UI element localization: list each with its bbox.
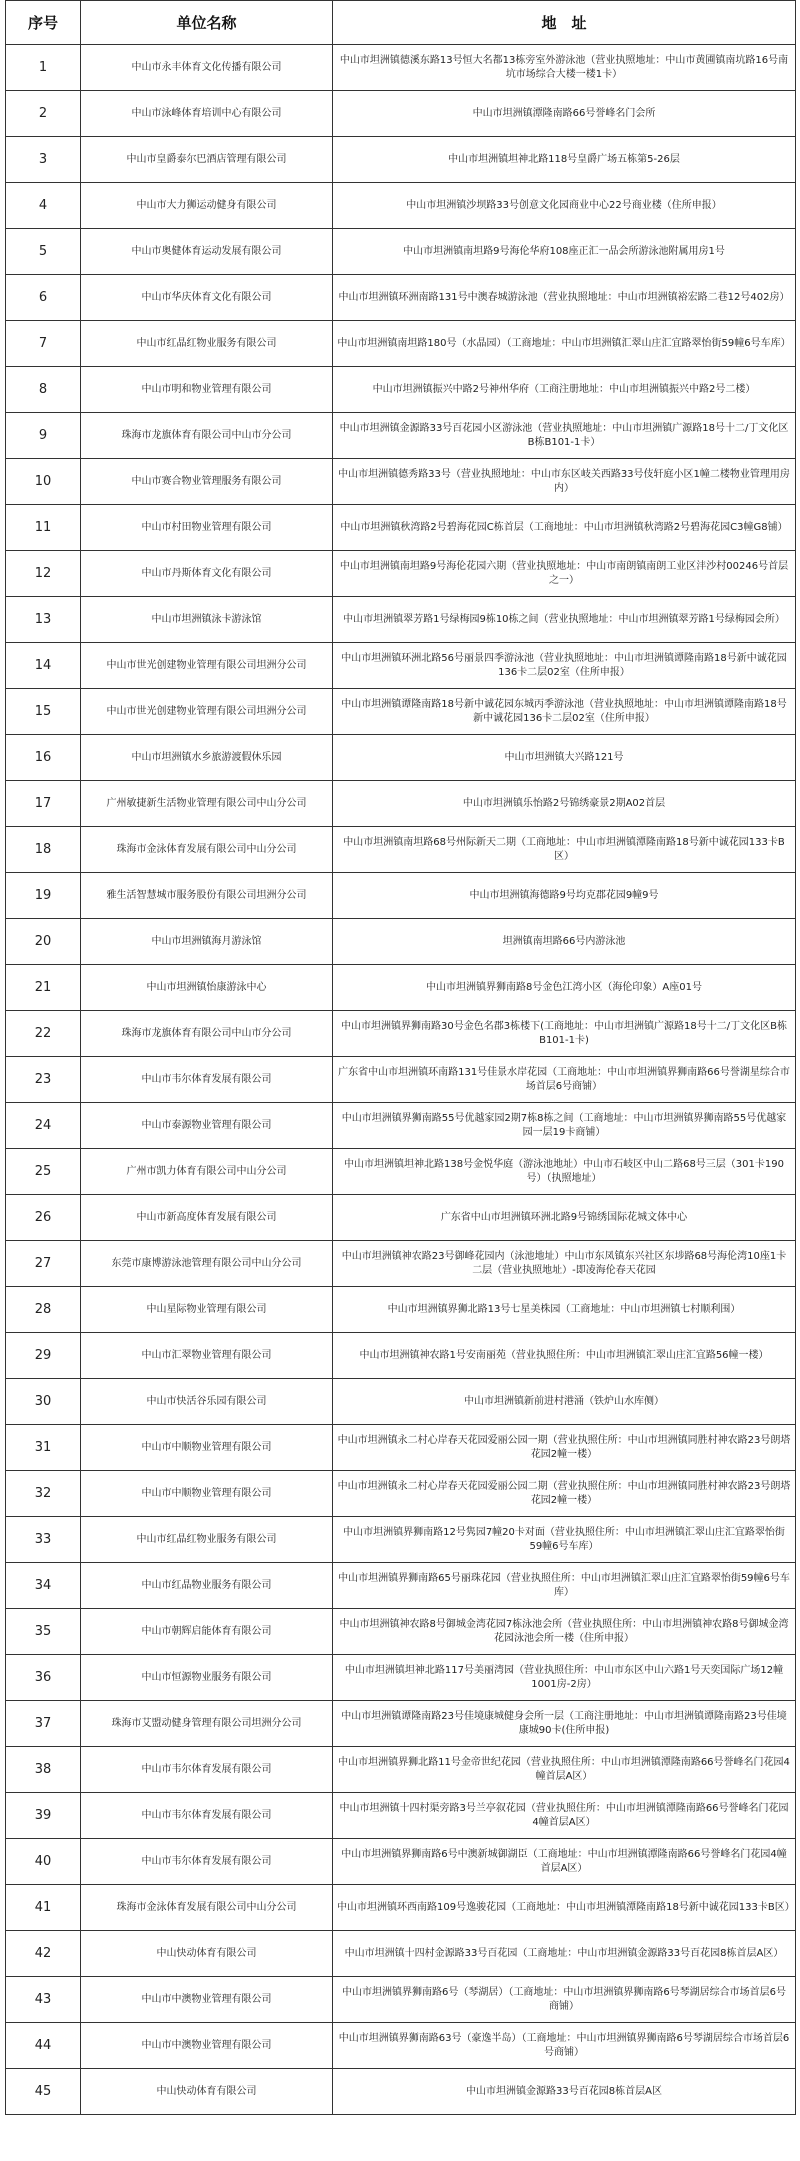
row-unit-name: 中山市坦洲镇泳卡游泳馆 [81, 597, 333, 643]
row-unit-name: 中山市奥健体育运动发展有限公司 [81, 229, 333, 275]
row-unit-name: 中山市世光创建物业管理有限公司坦洲分公司 [81, 643, 333, 689]
row-unit-name: 中山市红晶物业服务有限公司 [81, 1563, 333, 1609]
row-seq: 13 [6, 597, 81, 643]
table-row [6, 919, 796, 965]
row-seq: 33 [6, 1517, 81, 1563]
row-seq: 42 [6, 1931, 81, 1977]
row-seq: 29 [6, 1333, 81, 1379]
table-header-row [6, 1, 796, 45]
row-address: 中山市坦洲镇谭隆南路23号佳境康城健身会所一层（工商注册地址：中山市坦洲镇谭隆南路23号佳境康城90卡(住所申报) [333, 1701, 796, 1747]
row-seq: 44 [6, 2023, 81, 2069]
row-seq: 27 [6, 1241, 81, 1287]
row-address: 中山市坦洲镇界狮南路30号金色名郡3栋楼下(工商地址：中山市坦洲镇广源路18号十二/丁文化区B栋B101-1卡) [333, 1011, 796, 1057]
table-row [6, 321, 796, 367]
row-unit-name: 珠海市龙旗体育有限公司中山市分公司 [81, 1011, 333, 1057]
row-seq: 26 [6, 1195, 81, 1241]
row-seq: 1 [6, 45, 81, 91]
row-address: 中山市坦洲镇南坦路9号海伦华府108座正汇一品会所游泳池附属用房1号 [333, 229, 796, 275]
row-unit-name: 中山市明和物业管理有限公司 [81, 367, 333, 413]
row-unit-name: 中山星际物业管理有限公司 [81, 1287, 333, 1333]
table-row [6, 367, 796, 413]
row-address: 中山市坦洲镇德秀路33号（营业执照地址：中山市东区岐关西路33号伎轩庭小区1幢二楼物业管理用房内） [333, 459, 796, 505]
row-address: 中山市坦洲镇界狮南路55号优越家园2期7栋8栋之间（工商地址：中山市坦洲镇界狮南路55号优越家园一层19卡商铺） [333, 1103, 796, 1149]
table-row [6, 1701, 796, 1747]
row-address: 中山市坦洲镇界狮南路65号丽珠花园（营业执照住所：中山市坦洲镇汇翠山庄汇宜路翠怡街59幢6号车库） [333, 1563, 796, 1609]
unit-address-table [5, 0, 796, 2115]
row-seq: 28 [6, 1287, 81, 1333]
row-unit-name: 广州敏捷新生活物业管理有限公司中山分公司 [81, 781, 333, 827]
row-seq: 3 [6, 137, 81, 183]
row-seq: 15 [6, 689, 81, 735]
row-unit-name: 雅生活智慧城市服务股份有限公司坦洲分公司 [81, 873, 333, 919]
row-unit-name: 中山市坦洲镇水乡旅游渡假休乐园 [81, 735, 333, 781]
row-seq: 37 [6, 1701, 81, 1747]
row-unit-name: 中山市恒源物业服务有限公司 [81, 1655, 333, 1701]
row-unit-name: 中山市中顺物业管理有限公司 [81, 1425, 333, 1471]
row-unit-name: 中山市朝辉启能体育有限公司 [81, 1609, 333, 1655]
row-address: 中山市坦洲镇界狮南路6号（琴湖居）（工商地址：中山市坦洲镇界狮南路6号琴湖居综合市场首层6号商铺） [333, 1977, 796, 2023]
row-address: 广东省中山市坦洲镇环南路131号佳景水岸花园（工商地址：中山市坦洲镇界狮南路66号誉湖星综合市场首层6号商铺） [333, 1057, 796, 1103]
row-seq: 21 [6, 965, 81, 1011]
row-seq: 19 [6, 873, 81, 919]
row-unit-name: 中山市中澳物业管理有限公司 [81, 1977, 333, 2023]
row-unit-name: 中山市大力狮运动健身有限公司 [81, 183, 333, 229]
table-row [6, 1885, 796, 1931]
row-seq: 23 [6, 1057, 81, 1103]
row-seq: 16 [6, 735, 81, 781]
row-address: 中山市坦洲镇十四村金源路33号百花园（工商地址：中山市坦洲镇金源路33号百花园8栋首层A区） [333, 1931, 796, 1977]
row-unit-name: 中山市世光创建物业管理有限公司坦洲分公司 [81, 689, 333, 735]
row-seq: 25 [6, 1149, 81, 1195]
row-unit-name: 珠海市金泳体育发展有限公司中山分公司 [81, 1885, 333, 1931]
row-unit-name: 中山市韦尔体育发展有限公司 [81, 1793, 333, 1839]
row-seq: 17 [6, 781, 81, 827]
row-unit-name: 广州市凯力体育有限公司中山分公司 [81, 1149, 333, 1195]
row-seq: 6 [6, 275, 81, 321]
row-address: 中山市坦洲镇界狮南路8号金色江湾小区（海伦印象）A座01号 [333, 965, 796, 1011]
row-seq: 30 [6, 1379, 81, 1425]
row-address: 中山市坦洲镇振兴中路2号神州华府（工商注册地址：中山市坦洲镇振兴中路2号二楼） [333, 367, 796, 413]
row-seq: 34 [6, 1563, 81, 1609]
document-sheet [5, 0, 795, 2159]
table-row [6, 229, 796, 275]
table-row [6, 183, 796, 229]
table-row [6, 1839, 796, 1885]
table-row [6, 1655, 796, 1701]
row-unit-name: 中山快动体育有限公司 [81, 1931, 333, 1977]
table-row [6, 413, 796, 459]
row-unit-name: 东莞市康博游泳池管理有限公司中山分公司 [81, 1241, 333, 1287]
table-row [6, 1195, 796, 1241]
row-unit-name: 中山市坦洲镇海月游泳馆 [81, 919, 333, 965]
row-unit-name: 中山市红晶红物业服务有限公司 [81, 1517, 333, 1563]
row-seq: 41 [6, 1885, 81, 1931]
row-address: 中山市坦洲镇界狮南路12号隽园7幢20卡对面（营业执照住所：中山市坦洲镇汇翠山庄汇宜路翠怡街59幢6号车库） [333, 1517, 796, 1563]
table-row [6, 1379, 796, 1425]
table-row [6, 2069, 796, 2115]
row-unit-name: 中山快动体育有限公司 [81, 2069, 333, 2115]
row-seq: 5 [6, 229, 81, 275]
row-address: 中山市坦洲镇乐怡路2号锦绣豪景2期A02首层 [333, 781, 796, 827]
row-unit-name: 中山市新高度体育发展有限公司 [81, 1195, 333, 1241]
row-unit-name: 中山市快活谷乐园有限公司 [81, 1379, 333, 1425]
table-row [6, 459, 796, 505]
row-address: 中山市坦洲镇神农路8号御城金湾花园7栋泳池会所（营业执照住所：中山市坦洲镇神农路8号御城金湾花园泳池会所一楼（住所申报） [333, 1609, 796, 1655]
row-unit-name: 中山市丹斯体育文化有限公司 [81, 551, 333, 597]
row-seq: 7 [6, 321, 81, 367]
row-address: 中山市坦洲镇金源路33号百花园8栋首层A区 [333, 2069, 796, 2115]
row-address: 坦洲镇南坦路66号内游泳池 [333, 919, 796, 965]
row-address: 中山市坦洲镇环西南路109号逸骏花园（工商地址：中山市坦洲镇潭隆南路18号新中诚花园133卡B区） [333, 1885, 796, 1931]
table-row [6, 1471, 796, 1517]
row-seq: 20 [6, 919, 81, 965]
header-seq: 序号 [6, 1, 81, 45]
row-seq: 31 [6, 1425, 81, 1471]
row-seq: 4 [6, 183, 81, 229]
table-row [6, 1793, 796, 1839]
table-row [6, 2023, 796, 2069]
row-unit-name: 珠海市金泳体育发展有限公司中山分公司 [81, 827, 333, 873]
row-seq: 14 [6, 643, 81, 689]
table-row [6, 1425, 796, 1471]
row-seq: 8 [6, 367, 81, 413]
row-seq: 36 [6, 1655, 81, 1701]
row-address: 中山市坦洲镇翠芳路1号绿梅园9栋10栋之间（营业执照地址：中山市坦洲镇翠芳路1号绿梅园会所） [333, 597, 796, 643]
table-row [6, 1149, 796, 1195]
row-unit-name: 中山市韦尔体育发展有限公司 [81, 1057, 333, 1103]
table-row [6, 873, 796, 919]
row-seq: 43 [6, 1977, 81, 2023]
header-address: 地 址 [333, 1, 796, 45]
table-row [6, 1011, 796, 1057]
row-unit-name: 中山市红晶红物业服务有限公司 [81, 321, 333, 367]
row-unit-name: 中山市皇爵泰尔巴酒店管理有限公司 [81, 137, 333, 183]
row-address: 中山市坦洲镇界狮南路6号中澳新城御湖臣（工商地址：中山市坦洲镇潭隆南路66号誉峰名门花园4幢首层A区） [333, 1839, 796, 1885]
row-seq: 2 [6, 91, 81, 137]
table-row [6, 275, 796, 321]
table-row [6, 1103, 796, 1149]
row-address: 中山市坦洲镇环洲南路131号中澳春城游泳池（营业执照地址：中山市坦洲镇裕宏路二巷12号402房） [333, 275, 796, 321]
row-seq: 40 [6, 1839, 81, 1885]
table-row [6, 1241, 796, 1287]
table-row [6, 1931, 796, 1977]
row-unit-name: 中山市汇翠物业管理有限公司 [81, 1333, 333, 1379]
row-seq: 39 [6, 1793, 81, 1839]
table-row [6, 91, 796, 137]
table-row [6, 551, 796, 597]
table-row [6, 1563, 796, 1609]
row-seq: 22 [6, 1011, 81, 1057]
row-address: 中山市坦洲镇新前进村港涌（铁炉山水库侧） [333, 1379, 796, 1425]
row-address: 中山市坦洲镇南坦路68号州际新天二期（工商地址：中山市坦洲镇潭隆南路18号新中诚花园133卡B区） [333, 827, 796, 873]
row-unit-name: 中山市韦尔体育发展有限公司 [81, 1747, 333, 1793]
table-row [6, 965, 796, 1011]
table-row [6, 1977, 796, 2023]
row-address: 广东省中山市坦洲镇环洲北路9号锦绣国际花城文体中心 [333, 1195, 796, 1241]
row-address: 中山市坦洲镇永二村心岸春天花园爱丽公园一期（营业执照住所：中山市坦洲镇同胜村神农路23号朗塔花园2幢一楼） [333, 1425, 796, 1471]
row-seq: 24 [6, 1103, 81, 1149]
table-row [6, 597, 796, 643]
row-seq: 18 [6, 827, 81, 873]
row-address: 中山市坦洲镇界狮北路11号金帝世纪花园（营业执照住所：中山市坦洲镇潭隆南路66号誉峰名门花园4幢首层A区） [333, 1747, 796, 1793]
row-address: 中山市坦洲镇坦神北路117号美丽湾园（营业执照住所：中山市东区中山六路1号天奕国际广场12幢1001房-2房） [333, 1655, 796, 1701]
row-address: 中山市坦洲镇德溪东路13号恒大名都13栋旁室外游泳池（营业执照地址：中山市黄圃镇南坑路16号南坑市场综合大楼一楼1卡） [333, 45, 796, 91]
row-address: 中山市坦洲镇界狮南路63号（豪逸半岛）（工商地址：中山市坦洲镇界狮南路6号琴湖居综合市场首层6号商铺） [333, 2023, 796, 2069]
row-address: 中山市坦洲镇环洲北路56号丽景四季游泳池（营业执照地址：中山市坦洲镇谭隆南路18号新中诚花园136卡二层02室（住所申报） [333, 643, 796, 689]
row-address: 中山市坦洲镇潭隆南路66号誉峰名门会所 [333, 91, 796, 137]
row-unit-name: 珠海市艾盟动健身管理有限公司坦洲分公司 [81, 1701, 333, 1747]
table-row [6, 1609, 796, 1655]
row-unit-name: 中山市中顺物业管理有限公司 [81, 1471, 333, 1517]
table-row [6, 137, 796, 183]
table-row [6, 1057, 796, 1103]
row-address: 中山市坦洲镇神农路1号安南丽苑（营业执照住所：中山市坦洲镇汇翠山庄汇宜路56幢一楼） [333, 1333, 796, 1379]
row-address: 中山市坦洲镇南坦路180号（水晶园）（工商地址：中山市坦洲镇汇翠山庄汇宜路翠怡街59幢6号车库） [333, 321, 796, 367]
row-seq: 9 [6, 413, 81, 459]
row-address: 中山市坦洲镇界狮北路13号七星美株园（工商地址：中山市坦洲镇七村顺利围） [333, 1287, 796, 1333]
row-address: 中山市坦洲镇秋湾路2号碧海花园C栋首层（工商地址：中山市坦洲镇秋湾路2号碧海花园C3幢G8铺） [333, 505, 796, 551]
row-seq: 10 [6, 459, 81, 505]
row-address: 中山市坦洲镇坦神北路118号皇爵广场五栋第5-26层 [333, 137, 796, 183]
row-address: 中山市坦洲镇永二村心岸春天花园爱丽公园二期（营业执照住所：中山市坦洲镇同胜村神农路23号朗塔花园2幢一楼） [333, 1471, 796, 1517]
row-unit-name: 中山市泳峰体育培训中心有限公司 [81, 91, 333, 137]
row-unit-name: 珠海市龙旗体育有限公司中山市分公司 [81, 413, 333, 459]
row-unit-name: 中山市泰源物业管理有限公司 [81, 1103, 333, 1149]
row-seq: 35 [6, 1609, 81, 1655]
row-address: 中山市坦洲镇十四村渠旁路3号兰亭叙花园（营业执照住所：中山市坦洲镇潭隆南路66号誉峰名门花园4幢首层A区） [333, 1793, 796, 1839]
row-address: 中山市坦洲镇坦神北路138号金悦华庭（游泳池地址）中山市石岐区中山二路68号三层（301卡190号）（执照地址） [333, 1149, 796, 1195]
table-row [6, 1333, 796, 1379]
row-address: 中山市坦洲镇南坦路9号海伦花园六期（营业执照地址：中山市南朗镇南朗工业区沣沙村00246号首层之一） [333, 551, 796, 597]
row-unit-name: 中山市赛合物业管理服务有限公司 [81, 459, 333, 505]
table-row [6, 1517, 796, 1563]
row-unit-name: 中山市永丰体育文化传播有限公司 [81, 45, 333, 91]
row-unit-name: 中山市中澳物业管理有限公司 [81, 2023, 333, 2069]
table-row [6, 643, 796, 689]
row-unit-name: 中山市村田物业管理有限公司 [81, 505, 333, 551]
table-row [6, 1747, 796, 1793]
row-address: 中山市坦洲镇金源路33号百花园小区游泳池（营业执照地址：中山市坦洲镇广源路18号十二/丁文化区B栋B101-1卡） [333, 413, 796, 459]
row-address: 中山市坦洲镇大兴路121号 [333, 735, 796, 781]
row-seq: 32 [6, 1471, 81, 1517]
row-seq: 11 [6, 505, 81, 551]
row-seq: 38 [6, 1747, 81, 1793]
row-unit-name: 中山市韦尔体育发展有限公司 [81, 1839, 333, 1885]
table-row [6, 827, 796, 873]
header-unit-name: 单位名称 [81, 1, 333, 45]
row-address: 中山市坦洲镇神农路23号御峰花园内（泳池地址）中山市东凤镇东兴社区东埗路68号海伦湾10座1卡二层（营业执照地址）-即凌海伦春天花园 [333, 1241, 796, 1287]
table-row [6, 1287, 796, 1333]
table-body [6, 45, 796, 2115]
table-row [6, 781, 796, 827]
row-address: 中山市坦洲镇谭隆南路18号新中诚花园东城丙季游泳池（营业执照地址：中山市坦洲镇谭隆南路18号新中诚花园136卡二层02室（住所申报） [333, 689, 796, 735]
row-unit-name: 中山市坦洲镇怡康游泳中心 [81, 965, 333, 1011]
row-seq: 45 [6, 2069, 81, 2115]
row-address: 中山市坦洲镇海德路9号均克郡花园9幢9号 [333, 873, 796, 919]
table-row [6, 689, 796, 735]
table-row [6, 735, 796, 781]
row-unit-name: 中山市华庆体育文化有限公司 [81, 275, 333, 321]
table-row [6, 505, 796, 551]
row-address: 中山市坦洲镇沙坝路33号创意文化园商业中心22号商业楼（住所申报） [333, 183, 796, 229]
row-seq: 12 [6, 551, 81, 597]
table-row [6, 45, 796, 91]
